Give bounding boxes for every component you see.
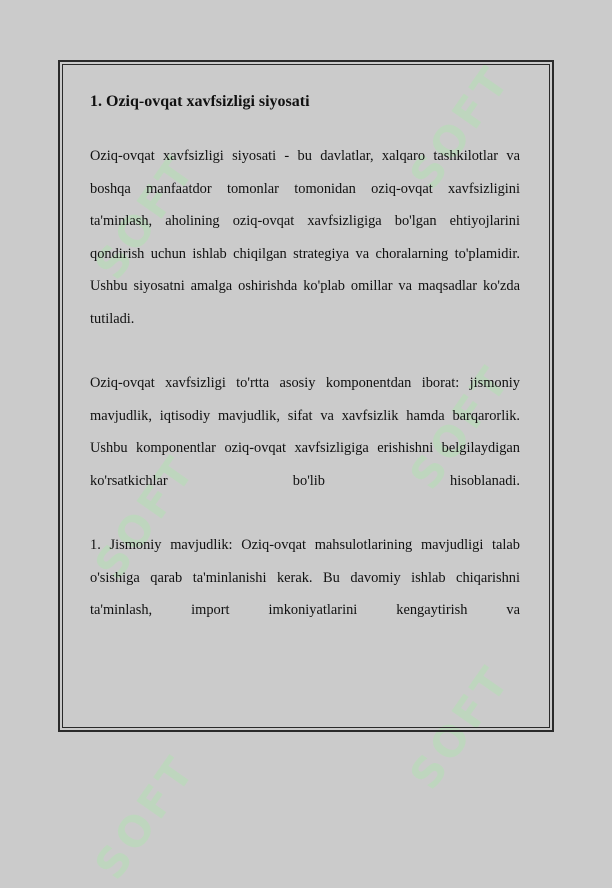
watermark-5: SOFT	[85, 745, 206, 888]
paragraph-components: Oziq-ovqat xavfsizligi to'rtta asosiy komponentdan iborat: jismoniy mavjudlik, iqtisodiy mavjudlik, sifat va xavfsizlik hamda barqarorlik. Ushbu komponentlar oziq-ovqat xavfsizligiga erishishni belgilaydigan ko'rsatkichlar bo'lib hisoblanadi.	[90, 375, 520, 489]
paragraph-physical-availability: 1. Jismoniy mavjudlik: Oziq-ovqat mahsulotlarining mavjudligi talab o'sishiga qarab ta'minlanishi kerak. Bu davomiy ishlab chiqarishni ta'minlash, import imkoniyatlarini kengaytirish va	[90, 537, 520, 618]
paragraph-definition: Oziq-ovqat xavfsizligi siyosati - bu davlatlar, xalqaro tashkilotlar va boshqa manfaatdor tomonlar tomonidan oziq-ovqat xavfsizligini ta'minlash, aholining oziq-ovqat xavfsizligiga bo'lgan ehtiyojlarini qondirish uchun ishlab chiqilgan strategiya va choralarning to'plamidir. Ushbu siyosatni amalga oshirishda ko'plab omillar va maqsadlar ko'zda tutiladi.	[90, 148, 520, 327]
watermark-6: SOFT	[400, 655, 521, 799]
watermark-1: SOFT	[85, 145, 206, 289]
watermark-3: SOFT	[85, 445, 206, 589]
document-body	[90, 90, 520, 659]
watermark-2: SOFT	[400, 55, 521, 199]
watermark-4: SOFT	[400, 355, 521, 499]
section-heading: 1. Oziq-ovqat xavfsizligi siyosati	[90, 93, 310, 110]
